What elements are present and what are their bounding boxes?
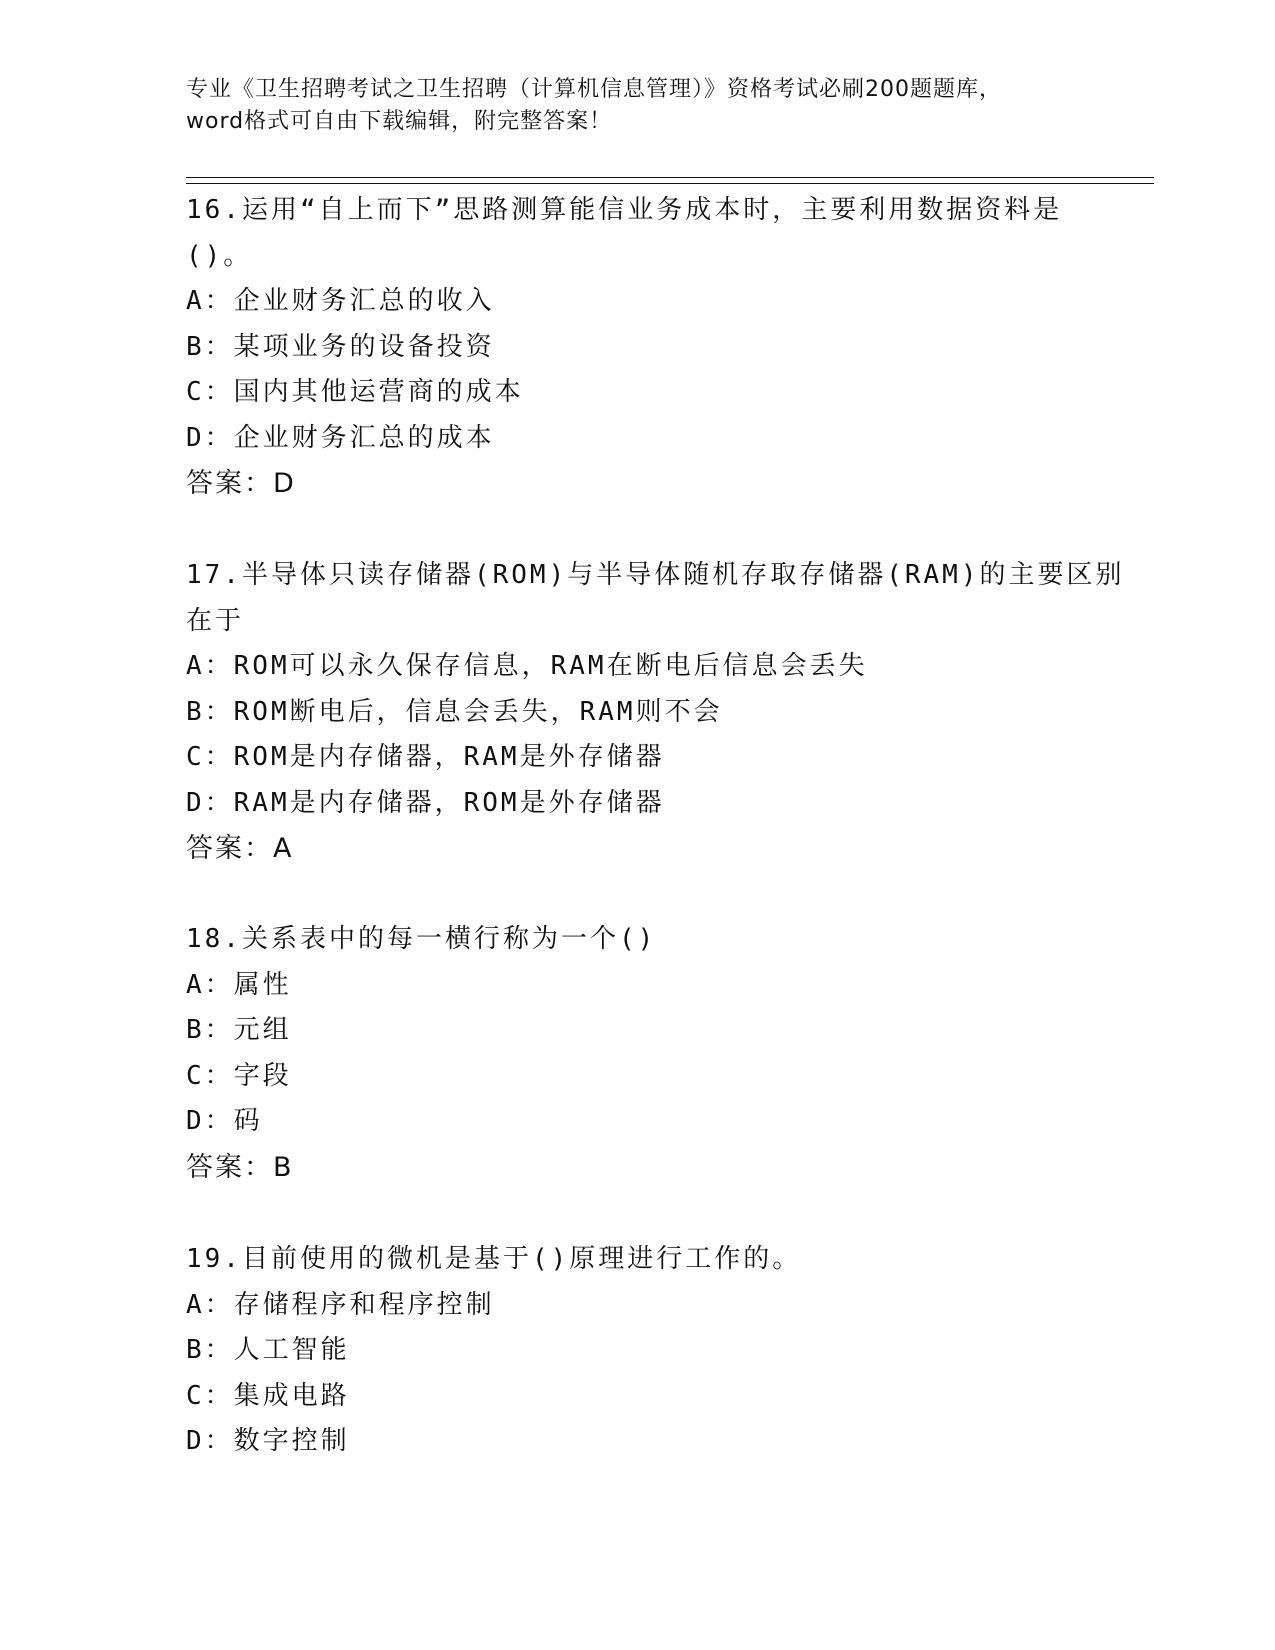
header-line-2: word格式可自由下载编辑，附完整答案！ — [186, 109, 613, 134]
option-d: D：RAM是内存储器，ROM是外存储器 — [186, 787, 665, 818]
option-b: B：某项业务的设备投资 — [186, 331, 495, 362]
option-a: A：企业财务汇总的收入 — [186, 286, 495, 316]
option-d: D：码 — [186, 1106, 263, 1136]
question-18 — [186, 917, 1086, 1190]
document-header — [186, 74, 1086, 138]
answer-label: 答案：B — [186, 1151, 294, 1183]
option-a: A：属性 — [186, 969, 292, 1000]
option-b: B：元组 — [186, 1015, 292, 1045]
header-line-1: 专业《卫生招聘考试之卫生招聘（计算机信息管理）》资格考试必刷200题题库， — [186, 77, 1002, 102]
answer-label: 答案：A — [186, 833, 294, 864]
question-16 — [186, 188, 1086, 507]
option-d: D：企业财务汇总的成本 — [186, 422, 495, 453]
option-c: C：ROM是内存储器，RAM是外存储器 — [186, 742, 665, 772]
header-divider-top — [186, 177, 1154, 178]
question-19 — [186, 1237, 1086, 1465]
option-c: C：国内其他运营商的成本 — [186, 377, 524, 407]
option-b: B：人工智能 — [186, 1335, 350, 1365]
question-stem: ()。 — [186, 240, 253, 271]
question-stem: 18.关系表中的每一横行称为一个() — [186, 924, 657, 954]
question-17 — [186, 553, 1125, 872]
option-c: C：字段 — [186, 1060, 292, 1091]
header-divider-bottom — [186, 183, 1154, 184]
question-stem: 在于 — [186, 605, 245, 636]
option-b: B：ROM断电后，信息会丢失，RAM则不会 — [186, 696, 723, 727]
question-stem: 17.半导体只读存储器(ROM)与半导体随机存取存储器(RAM)的主要区别 — [186, 560, 1125, 590]
question-stem: 19.目前使用的微机是基于()原理进行工作的。 — [186, 1244, 802, 1274]
option-d: D：数字控制 — [186, 1426, 350, 1456]
question-stem: 16.运用“自上而下”思路测算能信业务成本时，主要利用数据资料是 — [186, 195, 1063, 225]
option-a: A：ROM可以永久保存信息，RAM在断电后信息会丢失 — [186, 651, 868, 681]
option-c: C：集成电路 — [186, 1380, 350, 1411]
option-a: A：存储程序和程序控制 — [186, 1289, 495, 1320]
answer-label: 答案：D — [186, 468, 296, 499]
